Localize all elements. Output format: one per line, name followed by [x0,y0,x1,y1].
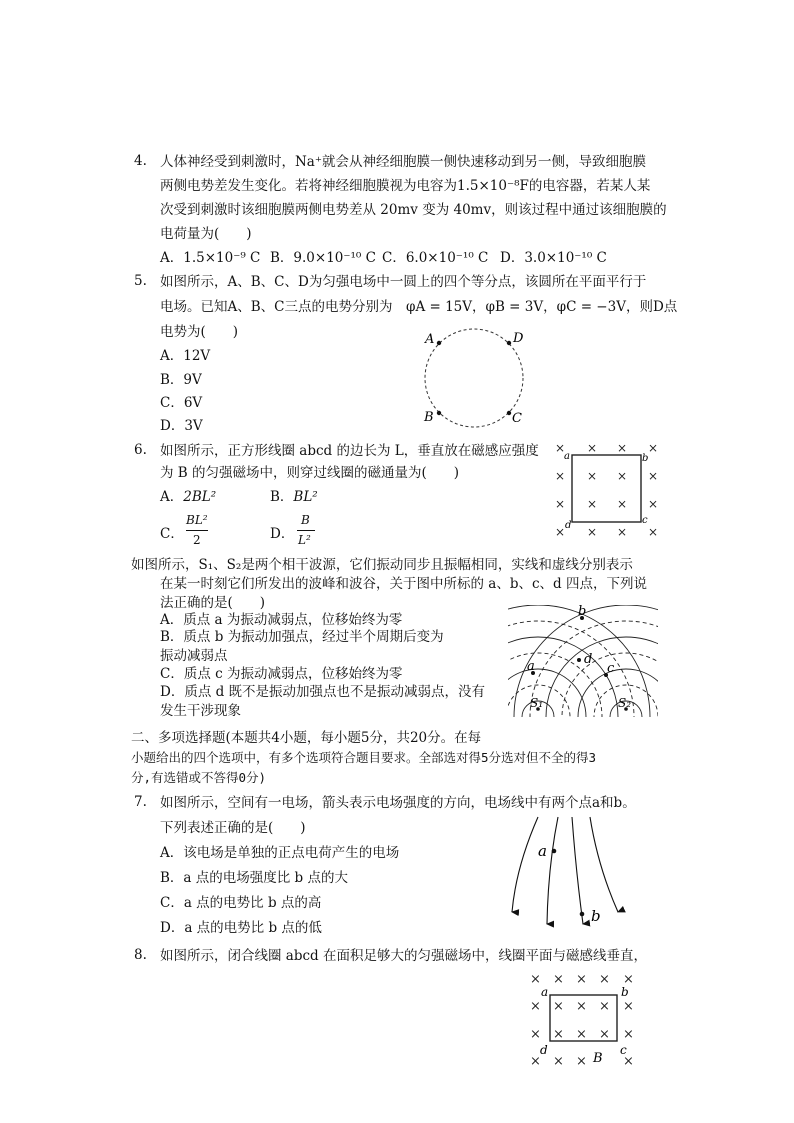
svg-text:×: × [553,1027,564,1042]
option-c[interactable]: C．6.0×10⁻¹⁰ C [382,250,489,266]
svg-text:×: × [648,525,659,539]
question-text-line: 电场。已知A、B、C三点的电势分别为 φA = 15V，φB = 3V，φC = −3V，则D点 [160,299,678,315]
corner-label-d: d [540,1043,548,1057]
option-b-continued[interactable]: 振动减弱点 [160,648,228,664]
svg-text:×: × [530,1054,541,1069]
corner-label-c: c [620,1043,627,1057]
question-number: 8. [134,947,147,963]
point-label-b: B [424,410,434,425]
option-d[interactable]: D．3V [160,418,203,434]
svg-text:×: × [587,497,598,511]
svg-text:×: × [617,497,628,511]
svg-text:×: × [623,999,634,1014]
svg-text:×: × [576,972,587,987]
question-number: 7. [134,794,147,810]
option-b[interactable]: B．BL² [270,489,318,505]
option-a[interactable]: A．12V [160,348,211,364]
svg-text:×: × [599,1027,610,1042]
question-text-line: 如图所示，正方形线圈 abcd 的边长为 L，垂直放在磁感应强度 [160,443,539,459]
svg-text:×: × [553,972,564,987]
svg-text:×: × [555,497,566,511]
point-label-a: a [538,842,547,860]
section-instructions: 小题给出的四个选项中，有多个选项符合题目要求。全部选对得5分选对但不全的得3 [131,750,597,765]
svg-text:×: × [648,469,659,483]
question-text-line: 电荷量为( ) [160,226,252,242]
svg-text:×: × [648,441,659,455]
svg-text:×: × [599,999,610,1014]
svg-text:×: × [617,441,628,455]
svg-text:×: × [555,469,566,483]
question-text-line: 如图所示，S₁、S₂是两个相干波源，它们振动同步且振幅相同，实线和虚线分别表示 [131,557,633,573]
field-label-b: B [593,1051,603,1066]
svg-text:×: × [555,525,566,539]
interference-figure [508,605,658,720]
svg-text:×: × [617,525,628,539]
svg-text:×: × [530,999,541,1014]
point-label-b: b [578,604,587,619]
point-label-d: d [584,652,593,667]
svg-text:×: × [623,972,634,987]
svg-text:×: × [623,1027,634,1042]
option-d[interactable]: D．a 点的电势比 b 点的低 [160,920,322,936]
option-d[interactable]: D．质点 d 既不是振动加强点也不是振动减弱点，没有 [160,684,486,700]
svg-text:×: × [587,469,598,483]
option-d-continued[interactable]: 发生干涉现象 [160,703,241,719]
question-text-line: 如图所示，闭合线圈 abcd 在面积足够大的匀强磁场中，线圈平面与磁感线垂直， [160,948,647,964]
svg-text:×: × [617,469,628,483]
question-text-line: 两侧电势差发生变化。若将神经细胞膜视为电容为1.5×10⁻⁸F的电容器，若某人某 [160,178,651,194]
circle-figure [415,328,555,428]
option-b[interactable]: B．a 点的电场强度比 b 点的大 [160,870,348,886]
question-text-line: 下列表述正确的是( ) [160,820,306,836]
options-row [160,487,318,507]
corner-label-b: b [642,453,649,464]
svg-text:×: × [587,441,598,455]
svg-text:×: × [587,525,598,539]
svg-text:×: × [576,1027,587,1042]
option-a[interactable]: A．该电场是单独的正点电荷产生的电场 [160,845,400,861]
svg-text:×: × [648,497,659,511]
question-text-line: 次受到刺激时该细胞膜两侧电势差从 20mv 变为 40mv，则该过程中通过该细胞膜的 [160,202,667,218]
point-label-c: C [512,411,522,426]
svg-text:×: × [530,972,541,987]
svg-text:×: × [576,1054,587,1069]
corner-label-c: c [642,515,648,526]
svg-text:×: × [576,999,587,1014]
question-number: 4. [134,153,147,169]
option-a[interactable]: A．2BL² [160,489,217,505]
option-c[interactable]: C．质点 c 为振动减弱点，位移始终为零 [160,666,403,682]
option-b[interactable]: B．9.0×10⁻¹⁰ C [270,250,376,266]
option-c[interactable]: C．a 点的电势比 b 点的高 [160,895,322,911]
corner-label-a: a [564,451,570,462]
option-b[interactable]: B．9V [160,372,202,388]
svg-text:×: × [555,441,566,455]
corner-label-a: a [541,985,549,999]
option-a[interactable]: A．质点 a 为振动减弱点，位移始终为零 [160,612,403,628]
source-label-s1: S₁ [530,696,544,710]
options-row [160,248,607,268]
svg-text:×: × [553,999,564,1014]
question-text-line: 法正确的是( ) [160,595,266,611]
section-title: 二、多项选择题(本题共4小题，每小题5分，共20分。在每 [131,730,482,746]
svg-text:×: × [623,1054,634,1069]
point-label-c: c [607,661,615,676]
point-label-b: b [591,907,601,925]
electric-field-lines-figure [500,812,620,942]
closed-coil-figure [527,966,657,1069]
question-text-line: 人体神经受到刺激时，Na⁺就会从神经细胞膜一侧快速移动到另一侧，导致细胞膜 [160,154,646,170]
option-c[interactable]: C．6V [160,395,203,411]
section-instructions: 分,有选错或不答得0分) [131,770,267,785]
square-coil-figure [552,440,672,540]
question-text-line: 为 B 的匀强磁场中，则穿过线圈的磁通量为( ) [160,465,460,481]
point-label-a: A [425,332,435,347]
question-number: 6. [134,442,147,458]
option-a[interactable]: A．1.5×10⁻⁹ C [160,250,261,266]
corner-label-b: b [621,985,629,999]
question-text-line: 如图所示，A、B、C、D为匀强电场中一圆上的四个等分点，该圆所在平面平行于 [160,274,647,290]
svg-text:×: × [530,1027,541,1042]
svg-text:×: × [599,972,610,987]
corner-label-d: d [565,520,572,531]
option-b[interactable]: B．质点 b 为振动加强点，经过半个周期后变为 [160,629,444,645]
question-text-line: 如图所示，空间有一电场，箭头表示电场强度的方向，电场线中有两个点a和b。 [160,795,636,811]
question-text-line: 电势为( ) [160,324,239,340]
source-label-s2: S₂ [618,696,632,710]
question-text-line: 在某一时刻它们所发出的波峰和波谷，关于图中所标的 a、b、c、d 四点，下列说 [160,576,647,592]
option-d[interactable]: D．3.0×10⁻¹⁰ C [500,250,607,266]
point-label-d: D [513,331,524,346]
question-number: 5. [134,273,147,289]
point-label-a: a [527,659,535,674]
svg-text:×: × [553,1054,564,1069]
